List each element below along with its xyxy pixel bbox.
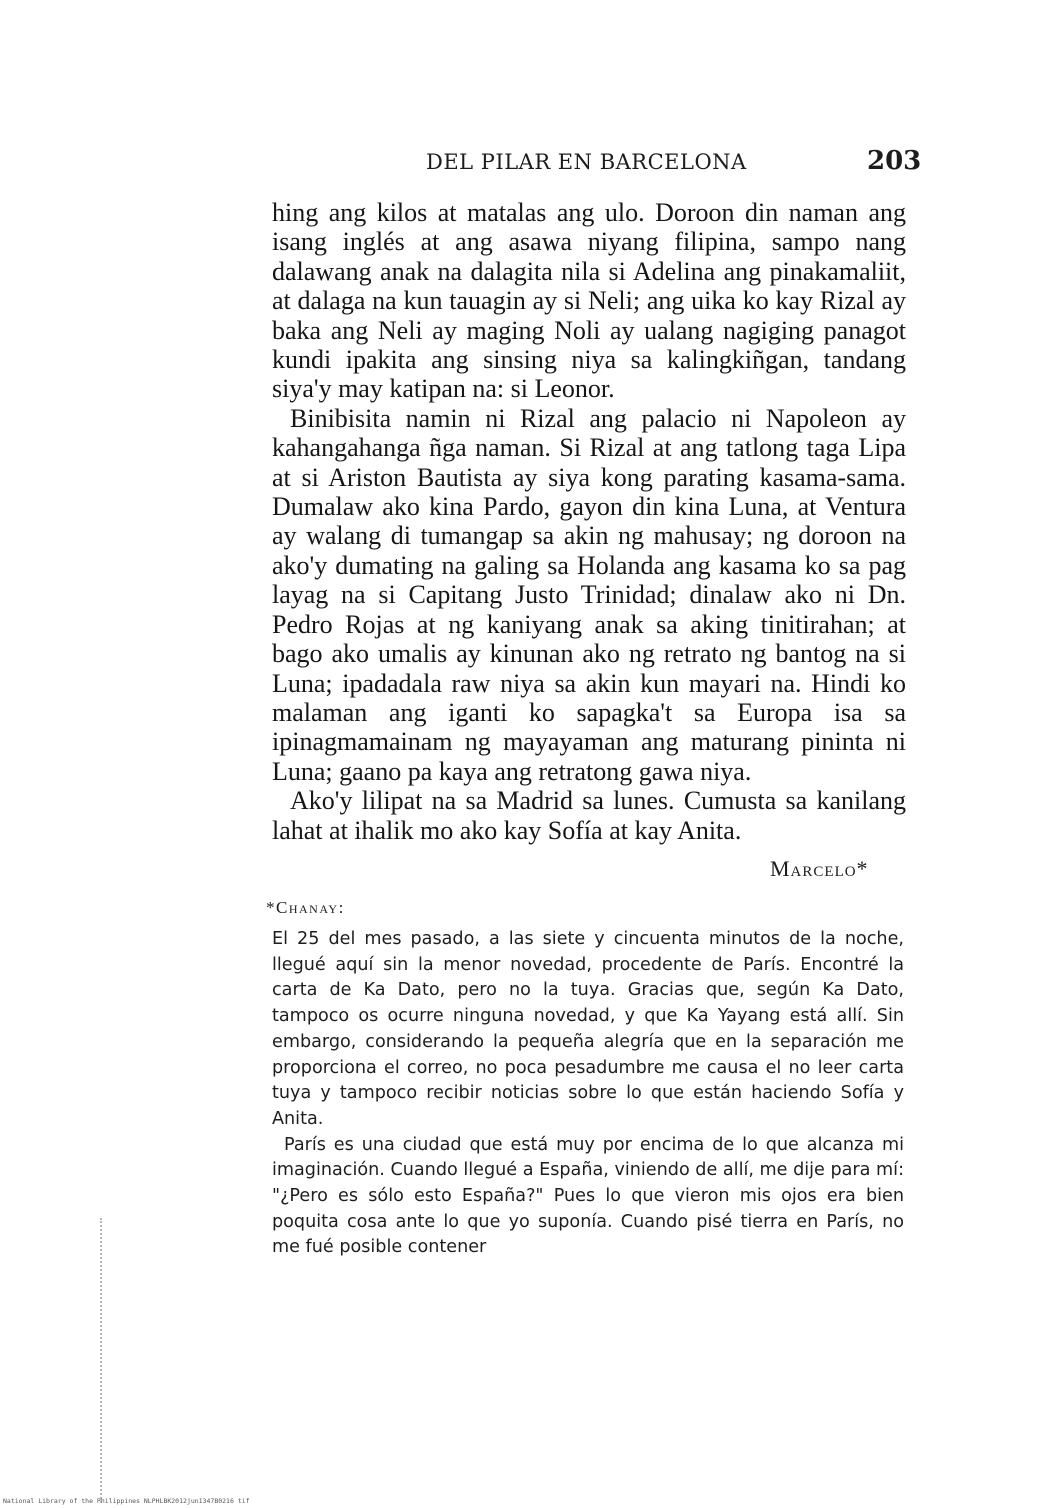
footnote-paragraph: El 25 del mes pasado, a las siete y cincuenta minutos de la noche, llegué aquí sin la menor novedad, procedente de París. Encontré la carta de Ka Dato, pero no la tuya. Gracias que, según Ka Dato, tampoco os ocurre ninguna novedad, y que Ka Yayang está allí. Sin embargo, considerando la pequeña alegría que en la separación me proporciona el correo, no poca pesadumbre me causa el no leer carta tuya y tampoco recibir noticias sobre lo que están haciendo Sofía y Anita. <box>272 929 904 1129</box>
paragraph: Ako'y lilipat na sa Madrid sa lunes. Cumusta sa kanilang lahat at ihalik mo ako kay Sofía at kay Anita. <box>272 786 906 845</box>
page-number: 203 <box>867 146 922 176</box>
signature: Marcelo* <box>770 856 869 881</box>
running-title: DEL PILAR EN BARCELONA <box>426 150 747 174</box>
paragraph: hing ang kilos at matalas ang ulo. Doroon din naman ang isang inglés at ang asawa niyang filipina, sampo nang dalawang anak na dalagita nila si Adelina ang pinakamaliit, at dalaga na kun tauagin ay si Neli; ang uika ko kay Rizal ay baka ang Neli ay maging Noli ay ualang nagiging panagot kundi ipakita ang sinsing niya sa kalingkiñgan, tandang siya'y may katipan na: si Leonor. <box>272 198 906 404</box>
main-text <box>272 198 906 845</box>
footnote-paragraph: París es una ciudad que está muy por encima de lo que alcanza mi imaginación. Cuando llegué a España, viniendo de allí, me dije para mí: "¿Pero es sólo esto España?" Pues lo que vieron mis ojos era bien poquita cosa ante lo que yo suponía. Cuando pisé tierra en París, no me fué posible contener <box>272 1134 904 1258</box>
scan-stamp: National Library of the Philippines NLPHLBK2012jun1347B0216 tif <box>3 1497 250 1505</box>
paragraph: Binibisita namin ni Rizal ang palacio ni Napoleon ay kahangahanga ñga naman. Si Rizal at ang tatlong taga Lipa at si Ariston Bautista ay siya kong parating kasama-sama. Dumalaw ako kina Pardo, gayon din kina Luna, at Ventura ay walang di tumangap sa akin ng mahusay; ng doroon na ako'y dumating na galing sa Holanda ang kasama ko sa pag layag na si Capitang Justo Trinidad; dinalaw ako ni Dn. Pedro Rojas at ng kaniyang anak sa aking tinitirahan; at bago ako umalis ay kinunan ako ng retrato ng bantog na si Luna; ipadadala raw niya sa akin kun mayari na. Hindi ko malaman ang iganti ko sapagka't sa Europa isa sa ipinagmamainam ng mayayaman ang maturang pininta ni Luna; gaano pa kaya ang retratong gawa niya. <box>272 403 906 786</box>
footnote-label: *Chanay: <box>266 898 345 917</box>
footnote-text <box>272 927 904 1261</box>
scan-margin-artifact <box>100 1218 106 1503</box>
